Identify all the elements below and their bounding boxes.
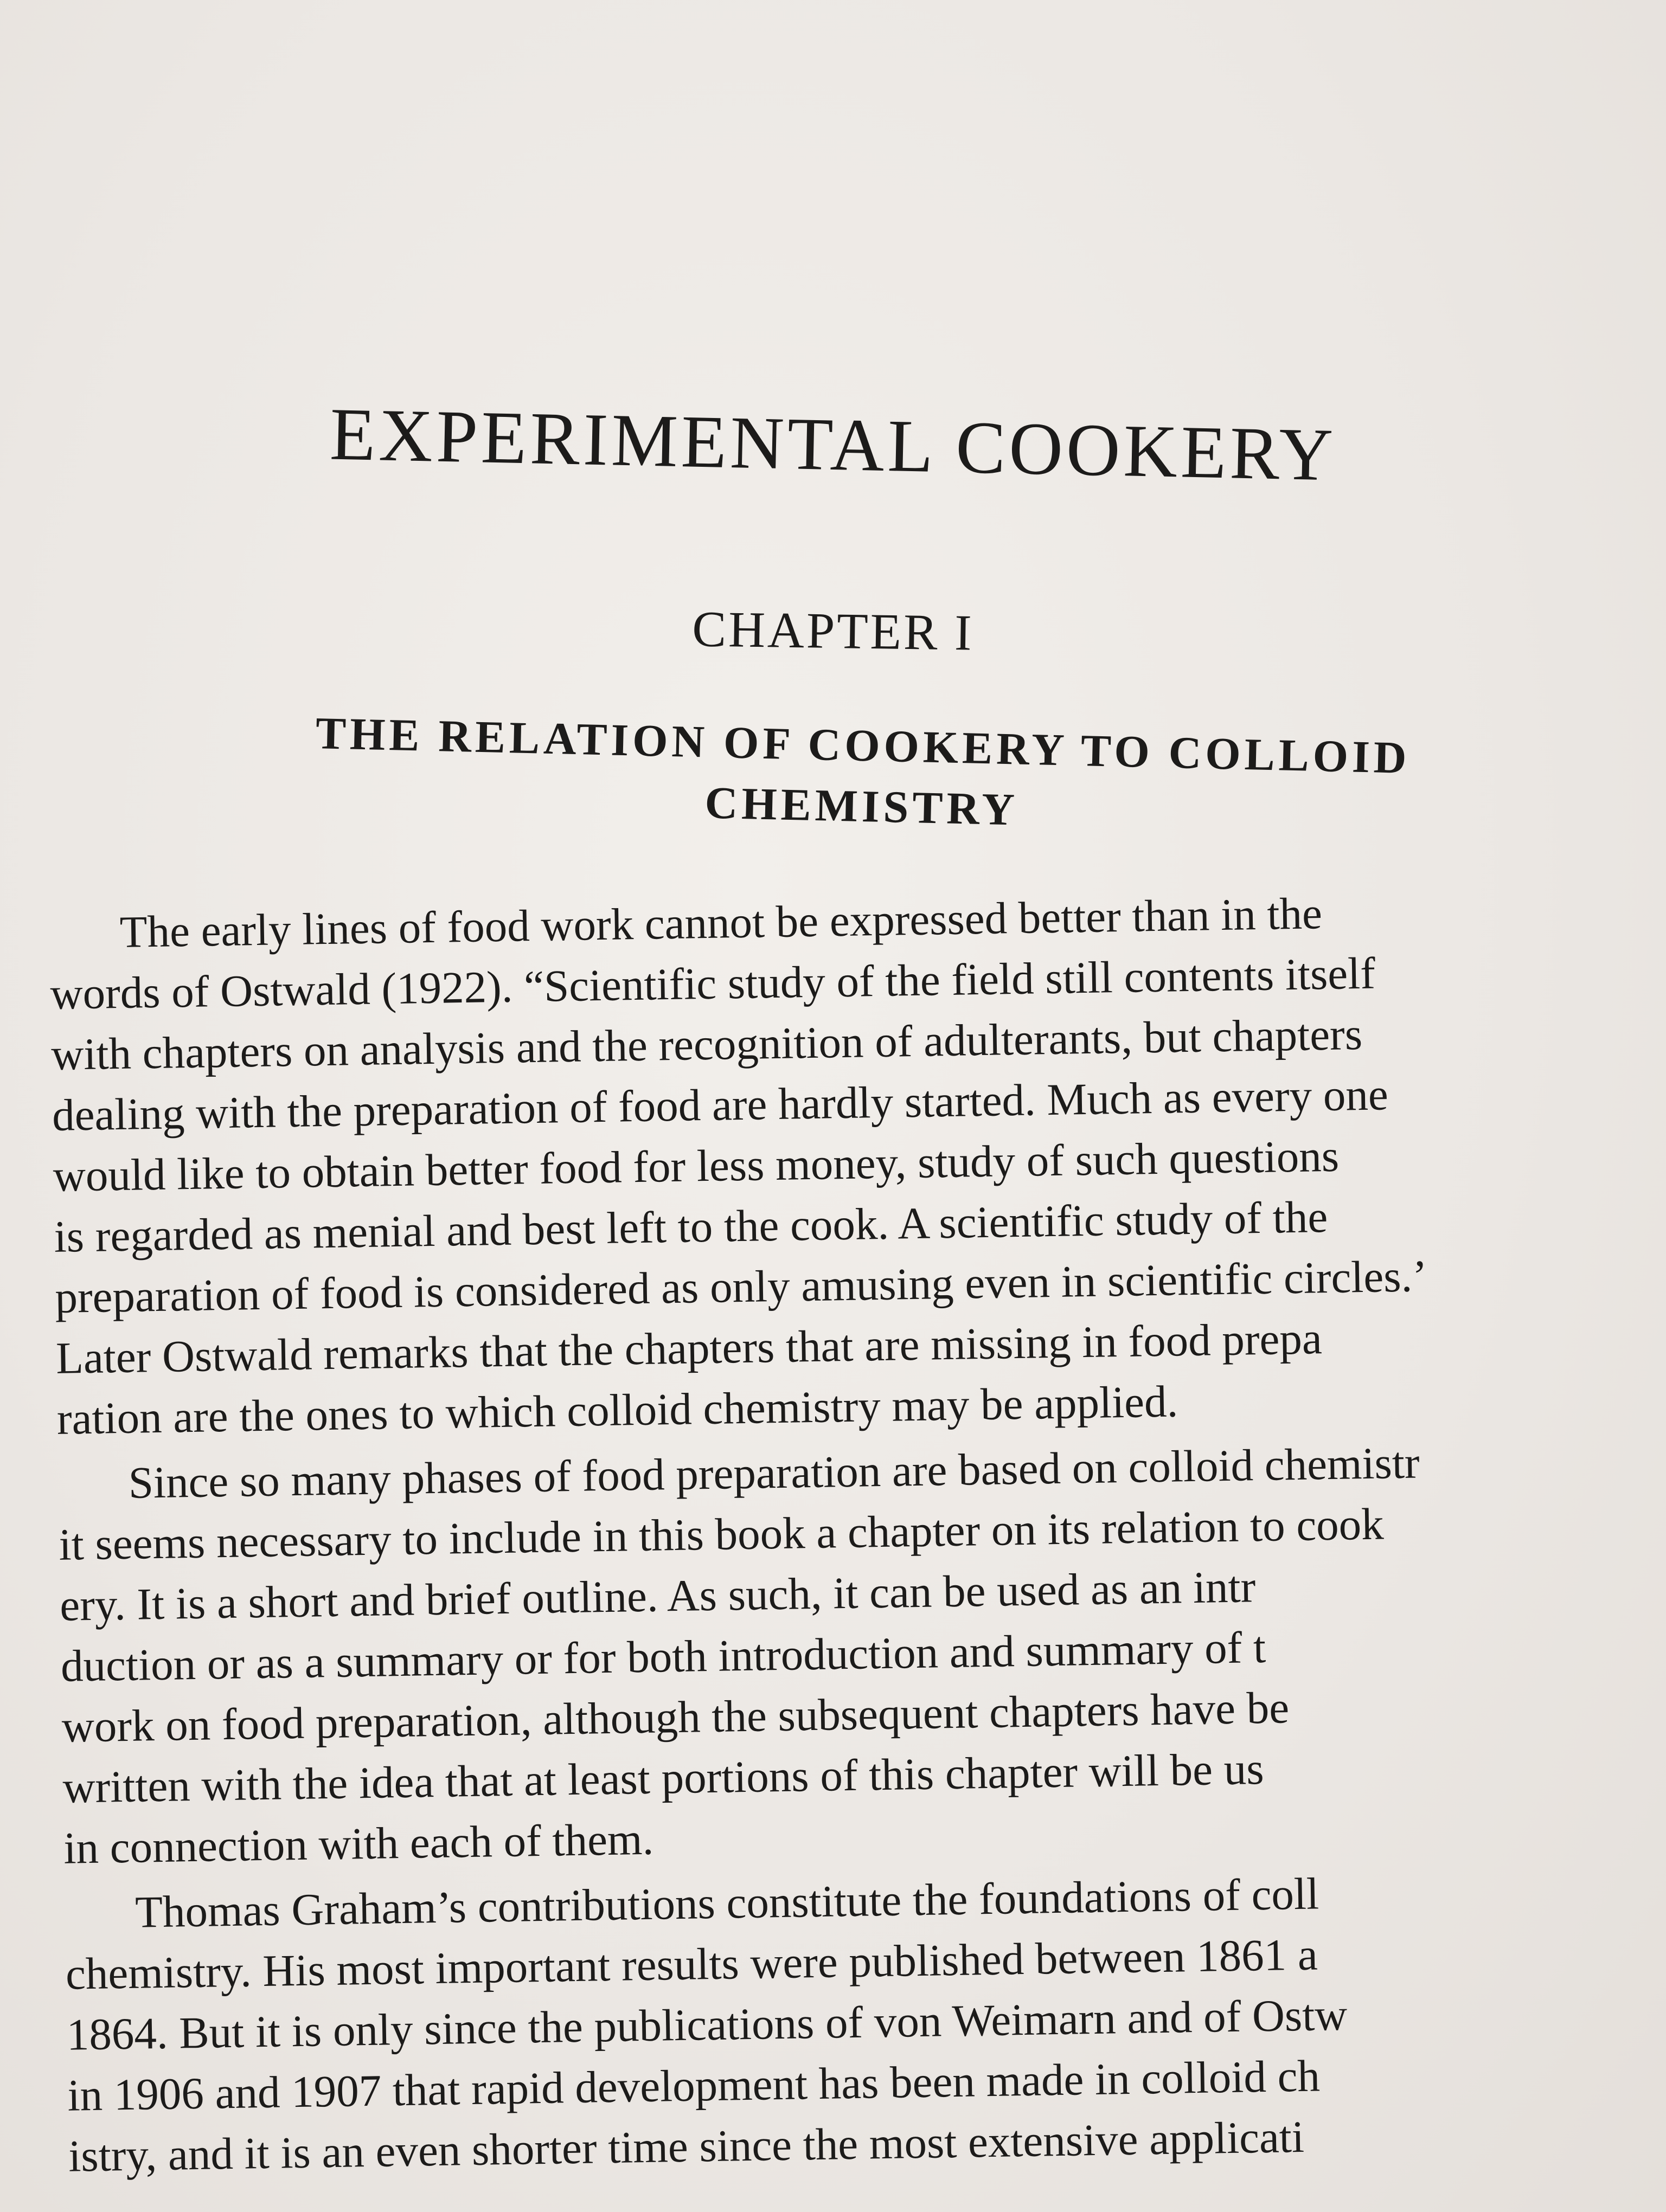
chapter-title [205,701,1520,852]
paragraph-1 [49,876,1666,1449]
text-line: ery. It is a short and brief outline. As such, it can be used as an intr [59,1561,1256,1630]
body-text [49,876,1666,2186]
chapter-number: CHAPTER I [691,601,975,661]
text-line: in connection with each of them. [63,1814,654,1873]
text-line: work on food preparation, although the subsequent chapters have be [61,1682,1290,1752]
book-title: EXPERIMENTAL COOKERY [329,392,1337,497]
text-line: 1864. But it is only since the publications of von Weimarn and of Ostw [66,1989,1348,2060]
text-line: Since so many phases of food preparation are based on colloid chemistr [128,1437,1420,1508]
paragraph-2 [57,1427,1666,1879]
paragraph-3 [64,1856,1666,2187]
text-line: ration are the ones to which colloid chemistry may be applied. [56,1376,1178,1444]
text-line: with chapters on analysis and the recognition of adulterants, but chapters [50,1008,1363,1079]
text-line: in 1906 and 1907 that rapid development has been made in colloid ch [67,2050,1321,2120]
text-line: it seems necessary to include in this book a chapter on its relation to cook [58,1499,1385,1570]
chapter-title-line-2: CHEMISTRY [704,777,1019,835]
text-line: would like to obtain better food for less money, study of such questions [53,1130,1340,1201]
text-line: istry, and it is an even shorter time since the most extensive applicati [68,2111,1305,2181]
text-line: duction or as a summary or for both introduction and summary of t [60,1622,1266,1691]
text-line: preparation of food is considered as only amusing even in scientific circles.’ [54,1251,1428,1322]
text-line: chemistry. His most important results were published between 1861 a [65,1929,1318,1999]
chapter-title-line-1: THE RELATION OF COOKERY TO COLLOID [315,708,1411,783]
text-line: The early lines of food work cannot be expressed better than in the [119,888,1323,957]
text-line: written with the idea that at least portions of this chapter will be us [62,1744,1265,1812]
text-line: Later Ostwald remarks that the chapters that are missing in food prepa [55,1313,1323,1383]
text-line: Thomas Graham’s contributions constitute the foundations of coll [134,1868,1319,1937]
text-line: words of Ostwald (1922). “Scientific study of the field still contents itself [49,948,1376,1019]
text-line: dealing with the preparation of food are hardly started. Much as every one [52,1069,1389,1140]
text-line: is regarded as menial and best left to the cook. A scientific study of the [53,1192,1328,1262]
